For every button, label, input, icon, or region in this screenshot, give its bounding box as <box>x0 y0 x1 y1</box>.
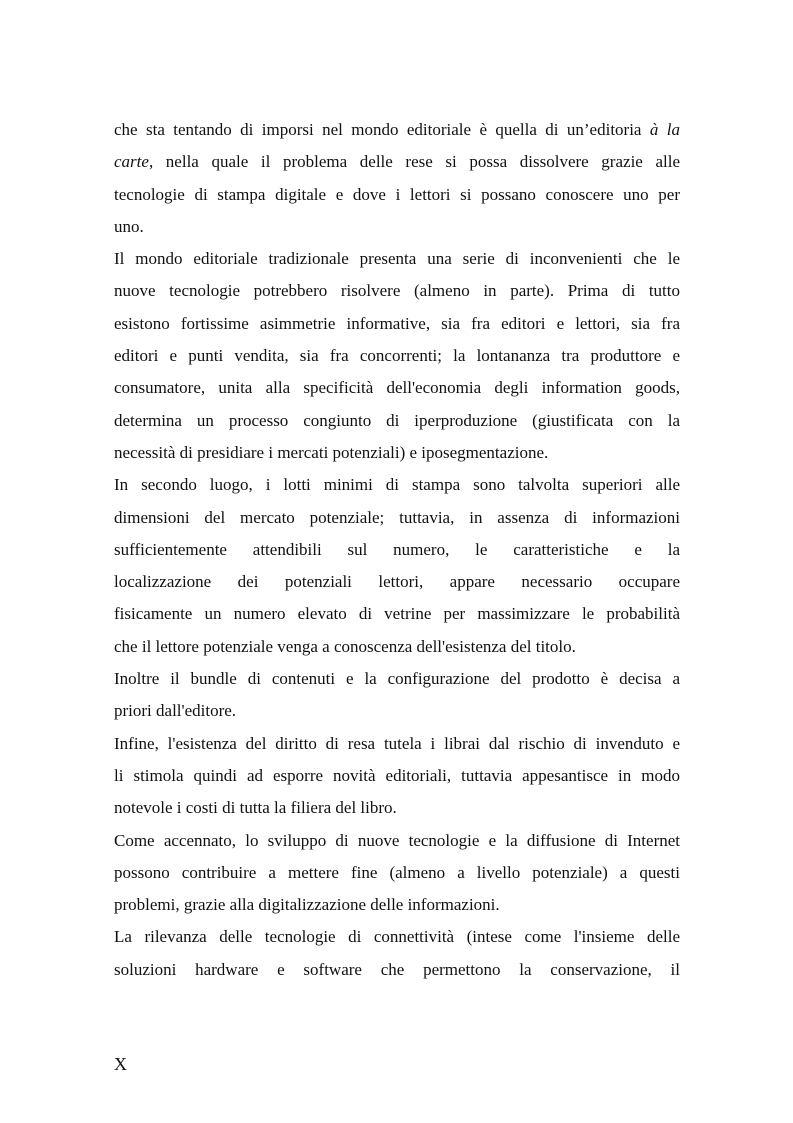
text-line <box>114 663 680 695</box>
text-line <box>114 275 680 307</box>
italic-text: à la <box>649 120 680 139</box>
text-run: che il lettore potenziale venga a conoscenza dell'esistenza del titolo. <box>114 636 576 656</box>
text-run: li stimola quindi ad esporre novità editoriali, tuttavia appesantisce in modo <box>114 765 680 785</box>
text-run: Infine, l'esistenza del diritto di resa tutela i librai dal rischio di invenduto e <box>114 733 680 753</box>
text-run: priori dall'editore. <box>114 701 237 721</box>
page-number: X <box>114 1054 127 1074</box>
text-run: determina un processo congiunto di iperproduzione (giustificata con la <box>114 410 680 430</box>
text-line <box>114 760 680 792</box>
text-line <box>114 114 680 146</box>
paragraph <box>114 243 680 469</box>
text-line <box>114 825 680 857</box>
text-line <box>114 921 680 953</box>
text-line <box>114 954 680 986</box>
text-run: Il mondo editoriale tradizionale presenta una serie di inconvenienti che le <box>114 249 680 269</box>
text-line <box>114 372 680 404</box>
text-run: notevole i costi di tutta la filiera del libro. <box>114 798 397 818</box>
text-run: fisicamente un numero elevato di vetrine per massimizzare le probabilità <box>114 604 680 624</box>
text-run: localizzazione dei potenziali lettori, appare necessario occupare <box>114 572 680 592</box>
text-run: editori e punti vendita, sia fra concorrenti; la lontananza tra produttore e <box>114 346 680 366</box>
text-run: necessità di presidiare i mercati potenziali) e iposegmentazione. <box>114 442 549 462</box>
paragraph <box>114 663 680 728</box>
text-run: nuove tecnologie potrebbero risolvere (almeno in parte). Prima di tutto <box>114 281 680 301</box>
text-run: La rilevanza delle tecnologie di connettività (intese come l'insieme delle <box>114 927 680 947</box>
paragraph <box>114 114 680 243</box>
paragraph <box>114 825 680 922</box>
text-line <box>114 437 680 469</box>
text-run: problemi, grazie alla digitalizzazione delle informazioni. <box>114 895 500 915</box>
text-run: In secondo luogo, i lotti minimi di stampa sono talvolta superiori alle <box>114 475 680 495</box>
text-line <box>114 211 680 243</box>
text-line <box>114 340 680 372</box>
text-line <box>114 792 680 824</box>
text-run: Come accennato, lo sviluppo di nuove tecnologie e la diffusione di Internet <box>114 830 680 850</box>
text-run: , nella quale il problema delle rese si possa dissolvere grazie alle <box>148 152 680 172</box>
text-line <box>114 857 680 889</box>
text-run: sufficientemente attendibili sul numero, le caratteristiche e la <box>114 539 680 559</box>
paragraph <box>114 469 680 663</box>
text-line <box>114 566 680 598</box>
text-run: Inoltre il bundle di contenuti e la configurazione del prodotto è decisa a <box>114 669 680 689</box>
italic-text: carte <box>114 152 149 172</box>
text-line <box>114 146 680 178</box>
body-text <box>114 114 680 986</box>
paragraph <box>114 921 680 986</box>
paragraph <box>114 728 680 825</box>
text-run: esistono fortissime asimmetrie informative, sia fra editori e lettori, sia fra <box>114 313 680 333</box>
text-line <box>114 728 680 760</box>
text-run: soluzioni hardware e software che permettono la conservazione, il <box>114 959 680 979</box>
text-line <box>114 534 680 566</box>
text-line <box>114 695 680 727</box>
text-line <box>114 469 680 501</box>
text-line <box>114 502 680 534</box>
text-run: consumatore, unita alla specificità dell'economia degli information goods, <box>114 378 680 398</box>
text-line <box>114 631 680 663</box>
text-run: possono contribuire a mettere fine (almeno a livello potenziale) a questi <box>114 862 680 882</box>
text-line <box>114 243 680 275</box>
text-line <box>114 308 680 340</box>
text-line <box>114 405 680 437</box>
text-line <box>114 889 680 921</box>
text-run: tecnologie di stampa digitale e dove i lettori si possano conoscere uno per <box>114 184 680 204</box>
text-run: che sta tentando di imporsi nel mondo editoriale è quella di un’editoria <box>114 120 650 139</box>
text-line <box>114 179 680 211</box>
text-run: uno. <box>114 216 144 236</box>
text-run: dimensioni del mercato potenziale; tuttavia, in assenza di informazioni <box>114 507 680 527</box>
text-line <box>114 598 680 630</box>
